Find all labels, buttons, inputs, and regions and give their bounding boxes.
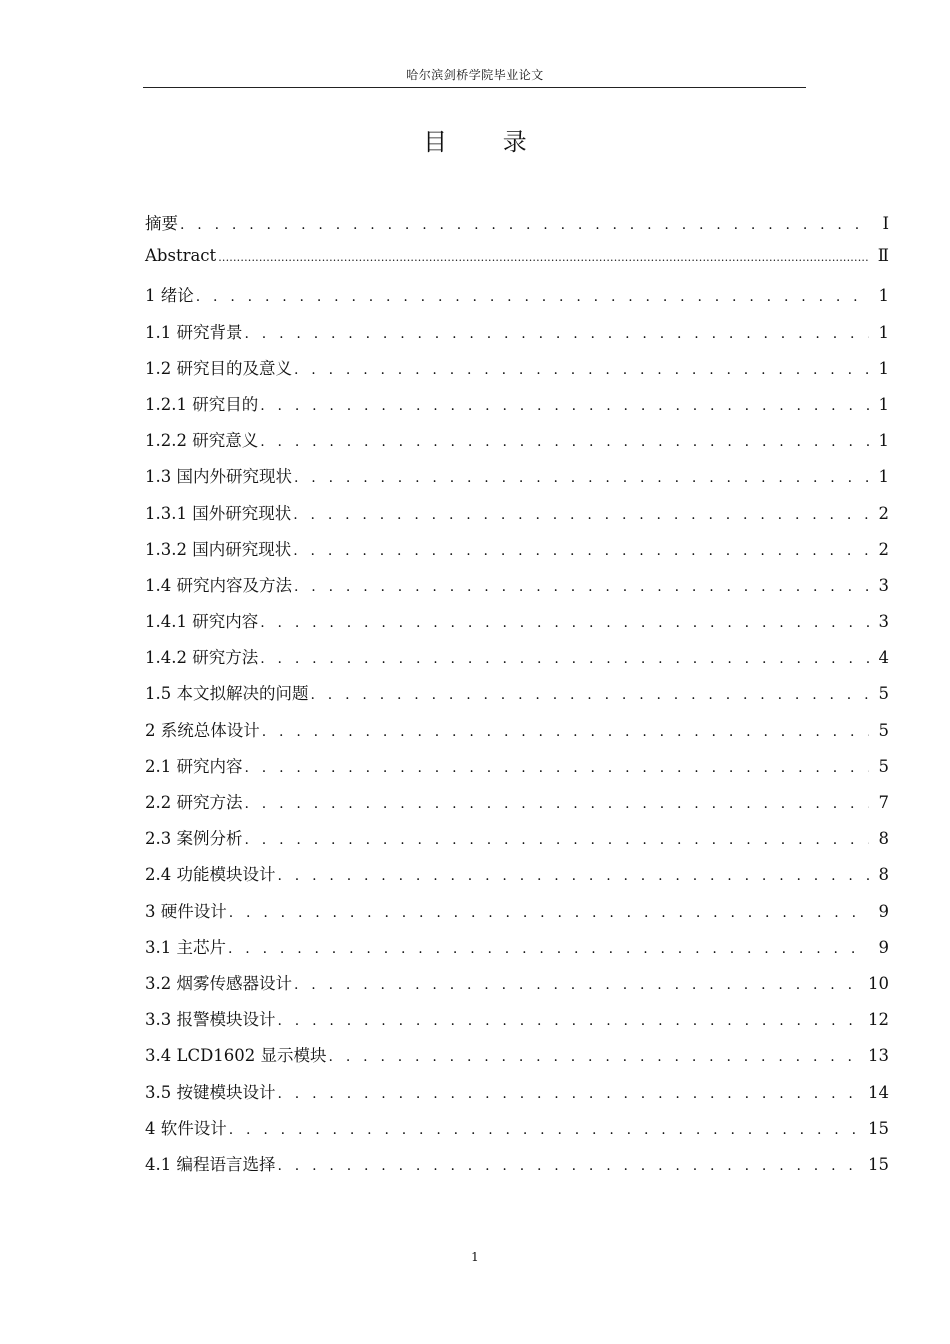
toc-leader-dots xyxy=(245,760,870,776)
toc-entry[interactable] xyxy=(145,319,889,355)
toc-leader-dots xyxy=(260,398,869,414)
toc-entry[interactable] xyxy=(145,282,889,318)
toc-leader-dots xyxy=(196,289,869,305)
toc-entry-page: 8 xyxy=(878,829,889,849)
toc-entry[interactable] xyxy=(145,934,889,970)
toc-entry-page: 13 xyxy=(868,1046,889,1066)
toc-entry[interactable] xyxy=(145,500,889,536)
toc-entry[interactable] xyxy=(145,970,889,1006)
toc-leader-dots xyxy=(260,651,869,667)
toc-leader-dots xyxy=(260,434,869,450)
toc-entry-page: 1 xyxy=(878,322,889,342)
page-number: 1 xyxy=(471,1250,479,1264)
toc-entry[interactable] xyxy=(145,1006,889,1042)
toc-leader-dots xyxy=(180,217,869,233)
toc-entry[interactable] xyxy=(145,1151,889,1187)
toc-entry-page: 12 xyxy=(868,1010,889,1030)
toc-entry-page: 1 xyxy=(878,431,889,451)
toc-entry[interactable] xyxy=(145,1079,889,1115)
toc-entry[interactable] xyxy=(145,825,889,861)
toc-entry-page: 3 xyxy=(878,612,889,632)
toc-entry-label: 1 绪论 xyxy=(145,286,194,306)
toc-entry[interactable] xyxy=(145,1042,889,1078)
toc-entry[interactable] xyxy=(145,536,889,572)
toc-entry-label: 1.2.1 研究目的 xyxy=(145,394,259,414)
toc-leader-dots xyxy=(278,1086,863,1102)
toc-entry-page: 14 xyxy=(868,1082,889,1102)
toc-entry-page: 9 xyxy=(878,937,889,957)
toc-entry-page: 8 xyxy=(878,865,889,885)
table-of-contents xyxy=(145,210,889,1187)
toc-leader-dots xyxy=(278,1158,863,1174)
running-header: 哈尔滨剑桥学院毕业论文 xyxy=(406,68,544,82)
toc-leader-dots xyxy=(218,251,869,264)
toc-leader-dots xyxy=(293,507,869,523)
toc-heading: 目 录 xyxy=(423,128,551,156)
toc-entry[interactable] xyxy=(145,680,889,716)
toc-entry-page: 10 xyxy=(868,973,889,993)
toc-entry-label: 1.4 研究内容及方法 xyxy=(145,575,292,595)
toc-entry-page: 15 xyxy=(868,1118,889,1138)
toc-entry-label: 3.4 LCD1602 显示模块 xyxy=(145,1046,327,1066)
toc-leader-dots xyxy=(229,1122,862,1138)
toc-entry[interactable] xyxy=(145,246,889,282)
toc-entry-page: Ⅰ xyxy=(882,214,889,233)
toc-entry-label: 3.1 主芯片 xyxy=(145,937,226,957)
toc-leader-dots xyxy=(262,724,869,740)
toc-entry-label: 1.2 研究目的及意义 xyxy=(145,358,292,378)
toc-entry-label: 1.3.1 国外研究现状 xyxy=(145,503,292,523)
toc-entry-label: 1.3.2 国内研究现状 xyxy=(145,539,292,559)
toc-entry-label: 1.3 国内外研究现状 xyxy=(145,467,292,487)
header-rule xyxy=(143,87,806,88)
toc-entry[interactable] xyxy=(145,427,889,463)
toc-entry[interactable] xyxy=(145,861,889,897)
toc-leader-dots xyxy=(245,832,870,848)
toc-leader-dots xyxy=(311,687,870,703)
toc-entry-label: 2 系统总体设计 xyxy=(145,720,260,740)
toc-entry-label: 3.3 报警模块设计 xyxy=(145,1010,276,1030)
toc-entry[interactable] xyxy=(145,210,889,246)
toc-entry-page: 3 xyxy=(878,575,889,595)
toc-entry-label: 1.2.2 研究意义 xyxy=(145,431,259,451)
toc-entry-page: 9 xyxy=(878,901,889,921)
toc-leader-dots xyxy=(245,326,870,342)
toc-entry[interactable] xyxy=(145,898,889,934)
toc-leader-dots xyxy=(293,543,869,559)
toc-entry-page: 5 xyxy=(878,720,889,740)
toc-entry[interactable] xyxy=(145,644,889,680)
toc-leader-dots xyxy=(294,977,862,993)
toc-entry-page: 2 xyxy=(878,503,889,523)
toc-leader-dots xyxy=(278,868,870,884)
toc-leader-dots xyxy=(294,470,869,486)
toc-entry-label: Abstract xyxy=(145,246,217,266)
toc-entry-label: 3.5 按键模块设计 xyxy=(145,1082,276,1102)
toc-entry-label: 3 硬件设计 xyxy=(145,901,227,921)
toc-leader-dots xyxy=(260,615,869,631)
toc-leader-dots xyxy=(329,1049,862,1065)
toc-entry-label: 1.4.2 研究方法 xyxy=(145,648,259,668)
toc-entry-page: Ⅱ xyxy=(877,246,889,266)
toc-entry-page: 1 xyxy=(878,467,889,487)
toc-entry-label: 4 软件设计 xyxy=(145,1118,227,1138)
toc-entry-label: 4.1 编程语言选择 xyxy=(145,1154,276,1174)
toc-entry-label: 2.2 研究方法 xyxy=(145,793,243,812)
toc-entry-page: 15 xyxy=(868,1154,889,1174)
toc-entry-label: 1.4.1 研究内容 xyxy=(145,612,259,632)
toc-entry-label: 2.1 研究内容 xyxy=(145,756,243,776)
toc-leader-dots xyxy=(278,1013,863,1029)
toc-entry[interactable] xyxy=(145,608,889,644)
toc-entry[interactable] xyxy=(145,789,889,825)
toc-entry-page: 5 xyxy=(878,684,889,704)
toc-entry[interactable] xyxy=(145,753,889,789)
toc-leader-dots xyxy=(294,579,869,595)
toc-leader-dots xyxy=(228,941,869,957)
toc-entry-page: 5 xyxy=(878,756,889,776)
toc-entry[interactable] xyxy=(145,717,889,753)
toc-entry[interactable] xyxy=(145,391,889,427)
toc-entry-page: 7 xyxy=(878,793,889,812)
toc-entry-label: 2.3 案例分析 xyxy=(145,829,243,849)
toc-entry-page: 1 xyxy=(878,358,889,378)
toc-entry-page: 2 xyxy=(878,539,889,559)
toc-leader-dots xyxy=(294,362,869,378)
toc-entry-page: 4 xyxy=(878,648,889,668)
toc-entry-page: 1 xyxy=(878,394,889,414)
toc-leader-dots xyxy=(245,796,870,812)
toc-entry-label: 3.2 烟雾传感器设计 xyxy=(145,973,292,993)
toc-entry-label: 摘要 xyxy=(145,214,178,233)
toc-entry-page: 1 xyxy=(878,286,889,306)
toc-entry[interactable] xyxy=(145,572,889,608)
toc-entry[interactable] xyxy=(145,463,889,499)
toc-leader-dots xyxy=(229,905,869,921)
toc-entry-label: 2.4 功能模块设计 xyxy=(145,865,276,885)
toc-entry[interactable] xyxy=(145,355,889,391)
toc-entry-label: 1.1 研究背景 xyxy=(145,322,243,342)
toc-entry[interactable] xyxy=(145,1115,889,1151)
toc-entry-label: 1.5 本文拟解决的问题 xyxy=(145,684,309,704)
